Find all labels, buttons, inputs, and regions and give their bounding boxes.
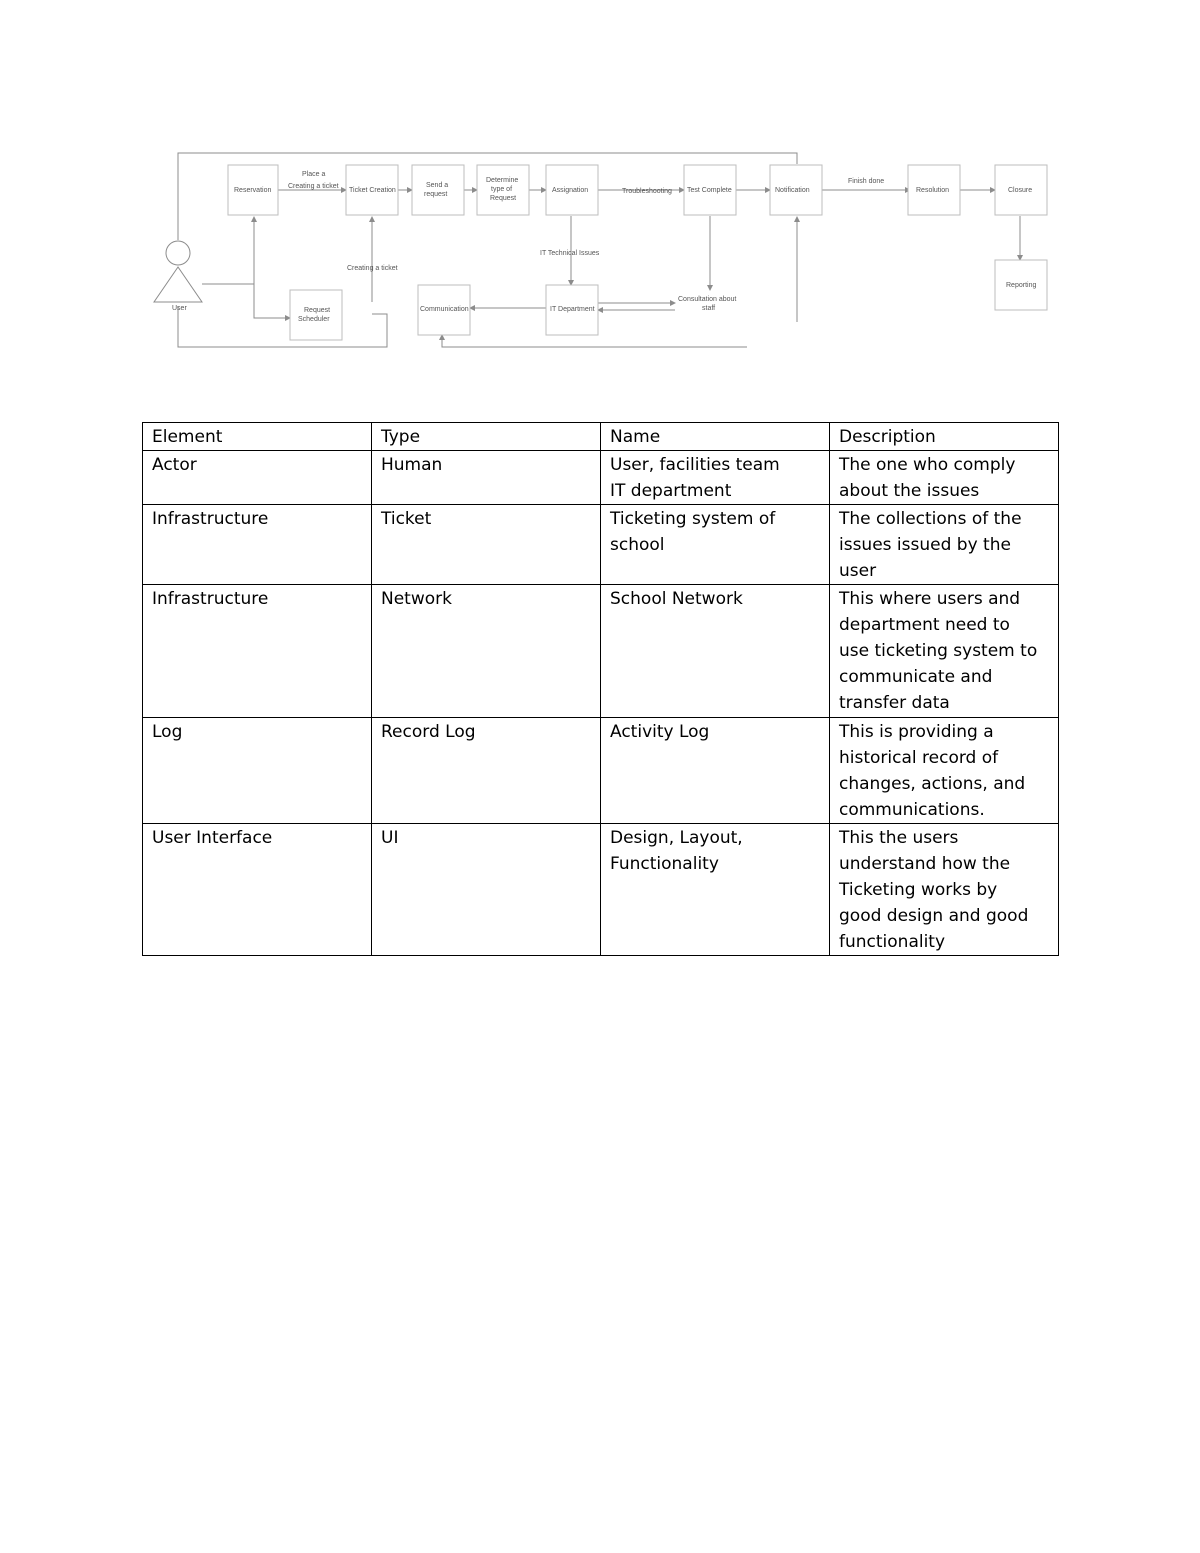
table-row <box>143 451 1059 505</box>
cell-name-line: Design, Layout, <box>610 828 743 848</box>
cell-description <box>830 718 1059 824</box>
cell-element: Infrastructure <box>143 505 372 585</box>
actor-label: User <box>172 305 187 312</box>
table-row <box>143 718 1059 824</box>
cell-description-line: Ticketing works by <box>839 880 998 900</box>
cell-description-line: communicate and <box>839 667 993 687</box>
cell-description <box>830 585 1059 718</box>
node-determine-type-label-3: Request <box>490 195 517 202</box>
node-reporting <box>995 260 1047 310</box>
cell-description-line: user <box>839 561 877 581</box>
cell-name <box>601 585 830 718</box>
node-determine-type-label-1: Determine <box>486 177 519 184</box>
cell-description <box>830 451 1059 505</box>
node-send-request-label-1: Send a <box>426 182 449 189</box>
node-determine-type <box>477 165 529 215</box>
bottom-return-line <box>442 335 747 347</box>
cell-description-line: use ticketing system to <box>839 641 1038 661</box>
node-test-complete <box>684 165 736 215</box>
header-type: Type <box>372 423 601 451</box>
actor-body-icon <box>154 267 202 302</box>
node-consultation-label-1: Consultation about <box>678 296 737 303</box>
edge-label-finish-done: Finish done <box>848 178 885 185</box>
cell-description-line: good design and good <box>839 906 1029 926</box>
cell-element: Log <box>143 718 372 824</box>
user-to-scheduler-line <box>254 284 290 318</box>
flow-diagram-svg <box>140 140 1060 365</box>
node-notification-label: Notification <box>775 187 810 194</box>
cell-name <box>601 824 830 956</box>
node-communication-label: Communication <box>420 306 469 313</box>
edge-label-place: Place a <box>302 171 326 178</box>
header-element: Element <box>143 423 372 451</box>
flow-diagram <box>140 140 1060 365</box>
node-ticket-creation <box>346 165 398 215</box>
node-request-scheduler <box>290 290 342 340</box>
cell-type: Record Log <box>372 718 601 824</box>
node-assignation-label: Assignation <box>552 187 589 194</box>
bottom-loop-line <box>178 306 387 347</box>
actor-head-icon <box>166 241 190 265</box>
node-resolution-label: Resolution <box>916 187 950 194</box>
node-ticket-creation-label: Ticket Creation <box>349 187 396 194</box>
cell-description-line: functionality <box>839 932 946 952</box>
cell-element: Infrastructure <box>143 585 372 718</box>
cell-name-line: School Network <box>610 589 743 609</box>
node-notification <box>770 165 822 215</box>
cell-description-line: issues issued by the <box>839 535 1011 555</box>
cell-description-line: This the users <box>839 828 959 848</box>
edge-label-it-issues: IT Technical Issues <box>540 250 600 257</box>
cell-name-line: User, facilities team <box>610 455 780 475</box>
table-row <box>143 824 1059 956</box>
cell-description-line: understand how the <box>839 854 1011 874</box>
cell-description-line: The one who comply <box>839 455 1016 475</box>
node-closure-label: Closure <box>1008 187 1033 194</box>
node-send-request <box>412 165 464 215</box>
node-reservation <box>228 165 278 215</box>
edge-label-creating-ticket-bottom: Creating a ticket <box>347 265 398 272</box>
header-name: Name <box>601 423 830 451</box>
cell-type: Human <box>372 451 601 505</box>
cell-description-line: This where users and <box>839 589 1021 609</box>
cell-name-line: Functionality <box>610 854 719 874</box>
user-actor <box>154 241 202 312</box>
elements-table <box>142 422 1059 956</box>
cell-description-line: historical record of <box>839 748 999 768</box>
cell-description-line: The collections of the <box>839 509 1022 529</box>
node-determine-type-label-2: type of <box>491 186 513 193</box>
cell-description-line: transfer data <box>839 693 950 713</box>
node-request-scheduler-label-1: Request <box>304 307 331 314</box>
cell-element: User Interface <box>143 824 372 956</box>
cell-name-line: Activity Log <box>610 722 710 742</box>
node-closure <box>995 165 1047 215</box>
cell-name-line: school <box>610 535 665 555</box>
cell-name <box>601 451 830 505</box>
node-assignation <box>546 165 598 215</box>
edge-label-troubleshoot: Troubleshooting <box>622 188 672 195</box>
node-consultation <box>678 296 736 312</box>
cell-description-line: department need to <box>839 615 1010 635</box>
node-send-request-label-2: request <box>424 191 448 198</box>
header-description: Description <box>830 423 1059 451</box>
cell-description-line: This is providing a <box>839 722 994 742</box>
cell-type: UI <box>372 824 601 956</box>
cell-name <box>601 505 830 585</box>
node-reporting-label: Reporting <box>1006 282 1037 289</box>
cell-type: Network <box>372 585 601 718</box>
cell-description <box>830 824 1059 956</box>
cell-description-line: about the issues <box>839 481 980 501</box>
node-resolution <box>908 165 960 215</box>
table-row <box>143 505 1059 585</box>
node-reservation-label: Reservation <box>234 187 272 194</box>
table-row <box>143 585 1059 718</box>
node-test-complete-label: Test Complete <box>687 187 732 194</box>
cell-element: Actor <box>143 451 372 505</box>
edge-label-creating-ticket-top: Creating a ticket <box>288 183 339 190</box>
cell-description-line: communications. <box>839 800 985 820</box>
cell-name-line: Ticketing system of <box>610 509 776 529</box>
cell-description-line: changes, actions, and <box>839 774 1026 794</box>
node-it-department <box>546 285 598 335</box>
node-request-scheduler-label-2: Scheduler <box>298 316 330 323</box>
node-it-department-label: IT Department <box>550 306 595 313</box>
node-consultation-label-2: staff <box>702 305 716 312</box>
cell-type: Ticket <box>372 505 601 585</box>
table-header-row <box>143 423 1059 451</box>
node-communication <box>418 285 470 335</box>
cell-name <box>601 718 830 824</box>
cell-name-line: IT department <box>610 481 732 501</box>
cell-description <box>830 505 1059 585</box>
